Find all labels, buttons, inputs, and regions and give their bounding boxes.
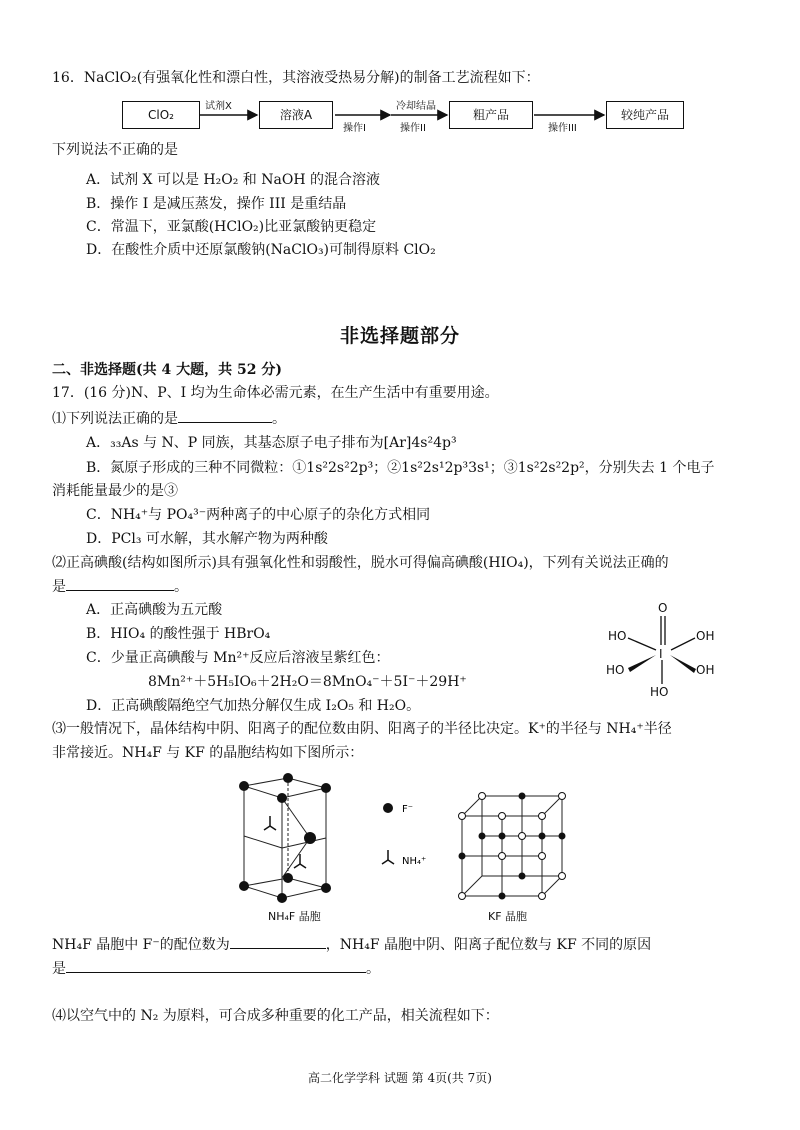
q16-option-a: A．试剂 X 可以是 H₂O₂ 和 NaOH 的混合溶液 bbox=[86, 172, 380, 188]
q17-p3-line1: ⑶一般情况下，晶体结构中阴、阳离子的配位数由阴、阳离子的半径比决定。K⁺的半径与 NH₄⁺半径 bbox=[52, 721, 672, 737]
q17-p1-option-c: C．NH₄⁺与 PO₄³⁻两种离子的中心原子的杂化方式相同 bbox=[86, 507, 431, 523]
q17-p3-q1: NH₄F 晶胞中 F⁻的配位数为 bbox=[52, 937, 230, 953]
section-title: 非选择题部分 bbox=[339, 325, 460, 347]
q17-p1-option-d: D．PCl₃ 可水解，其水解产物为两种酸 bbox=[86, 531, 328, 547]
periodic-acid-structure bbox=[598, 598, 728, 702]
q17-p2-answer-blank[interactable] bbox=[66, 576, 174, 591]
figure-caption-kf: KF 晶胞 bbox=[488, 910, 528, 923]
legend-f-icon bbox=[383, 803, 393, 813]
q17-stem: 17．(16 分)N、P、I 均为生命体必需元素，在生产生活中有重要用途。 bbox=[52, 385, 499, 401]
flow-box-pure-product: 较纯产品 bbox=[606, 101, 684, 129]
kf-cell bbox=[462, 796, 562, 896]
q17-p2-prompt: 是 bbox=[52, 579, 66, 595]
struct-oh-lr: OH bbox=[696, 663, 715, 677]
q17-p2-option-b: B．HIO₄ 的酸性强于 HBrO₄ bbox=[86, 626, 271, 642]
q17-p3-line2: 非常接近。NH₄F 与 KF 的晶胞结构如下图所示： bbox=[52, 745, 364, 761]
legend-nh4-icon bbox=[382, 850, 394, 864]
q16-prompt: 下列说法不正确的是 bbox=[52, 142, 178, 158]
struct-o-top: O bbox=[658, 601, 668, 615]
q17-p1-answer-blank[interactable] bbox=[178, 408, 272, 423]
q17-p3-reason-line bbox=[52, 958, 380, 979]
struct-ho-bottom: HO bbox=[650, 685, 669, 699]
q16-option-c: C．常温下，亚氯酸(HClO₂)比亚氯酸钠更稳定 bbox=[86, 219, 377, 235]
q17-p2-option-a: A．正高碘酸为五元酸 bbox=[86, 602, 223, 618]
q16-option-d: D．在酸性介质中还原氯酸钠(NaClO₃)可制得原料 ClO₂ bbox=[86, 242, 436, 258]
q17-p1-option-b: B．氮原子形成的三种不同微粒：①1s²2s²2p³；②1s²2s¹2p³3s¹；③1s²2s²2p²，分别失去 1 个电子 bbox=[86, 460, 715, 476]
struct-oh-ur: OH bbox=[696, 629, 715, 643]
flow-label-cool-crystallize: 冷却结晶 bbox=[396, 101, 436, 112]
q17-p2-option-c: C．少量正高碘酸与 Mn²⁺反应后溶液呈紫红色： bbox=[86, 650, 390, 666]
flow-label-op1: 操作I bbox=[343, 123, 366, 134]
q17-p4: ⑷以空气中的 N₂ 为原料，可合成多种重要的化工产品，相关流程如下： bbox=[52, 1008, 499, 1024]
q17-p2-line2 bbox=[52, 576, 188, 597]
figure-caption-nh4f: NH₄F 晶胞 bbox=[268, 910, 321, 923]
q17-p1-option-b-cont: 消耗能量最少的是③ bbox=[52, 483, 178, 499]
struct-i-center: I bbox=[659, 647, 663, 661]
struct-ho-ll: HO bbox=[606, 663, 625, 677]
flow-box-solution-a: 溶液A bbox=[259, 101, 333, 129]
page-footer: 高二化学学科 试题 第 4页(共 7页) bbox=[308, 1071, 492, 1085]
q17-p2-end: 。 bbox=[174, 579, 188, 595]
nh4f-f-ions bbox=[239, 773, 331, 903]
q17-p1-option-a: A．₃₃As 与 N、P 同族，其基态原子电子排布为[Ar]4s²4p³ bbox=[86, 435, 457, 451]
struct-ho-ul: HO bbox=[608, 629, 627, 643]
flow-label-reagent-x: 试剂X bbox=[205, 101, 232, 112]
q17-p3-q2: ，NH₄F 晶胞中阴、阳离子配位数与 KF 不同的原因 bbox=[325, 937, 652, 953]
q17-p3-coordination-blank[interactable] bbox=[230, 934, 326, 949]
q17-p3-reason-blank[interactable] bbox=[66, 958, 366, 973]
q17-p2-equation: 8Mn²⁺＋5H₅IO₆＋2H₂O＝8MnO₄⁻＋5I⁻＋29H⁺ bbox=[148, 674, 467, 690]
section-heading: 二、非选择题(共 4 大题，共 52 分) bbox=[52, 362, 282, 378]
flow-label-op2: 操作II bbox=[400, 123, 426, 134]
q16-stem: 16．NaClO₂(有强氧化性和漂白性，其溶液受热易分解)的制备工艺流程如下： bbox=[52, 70, 540, 86]
legend-nh4-label: NH₄⁺ bbox=[402, 856, 427, 867]
legend-f-label: F⁻ bbox=[402, 804, 414, 815]
flow-label-op3: 操作III bbox=[548, 123, 577, 134]
q17-p1-end: 。 bbox=[272, 411, 286, 427]
q17-p2-option-d: D．正高碘酸隔绝空气加热分解仅生成 I₂O₅ 和 H₂O。 bbox=[86, 698, 421, 714]
q17-p1-prompt: ⑴下列说法正确的是 bbox=[52, 411, 178, 427]
crystal-cells-figure bbox=[230, 768, 570, 928]
q17-p1-line bbox=[52, 408, 286, 429]
q17-p3-question-line bbox=[52, 934, 651, 955]
flow-box-clo2: ClO₂ bbox=[122, 101, 200, 129]
q17-p2-line1: ⑵正高碘酸(结构如图所示)具有强氧化性和弱酸性，脱水可得偏高碘酸(HIO₄)，下列有关说法正确的 bbox=[52, 555, 669, 571]
flow-box-crude-product: 粗产品 bbox=[449, 101, 533, 129]
q17-p3-q3: 是 bbox=[52, 961, 66, 977]
q17-p3-end: 。 bbox=[366, 961, 380, 977]
q16-option-b: B．操作 I 是减压蒸发，操作 III 是重结晶 bbox=[86, 196, 347, 212]
